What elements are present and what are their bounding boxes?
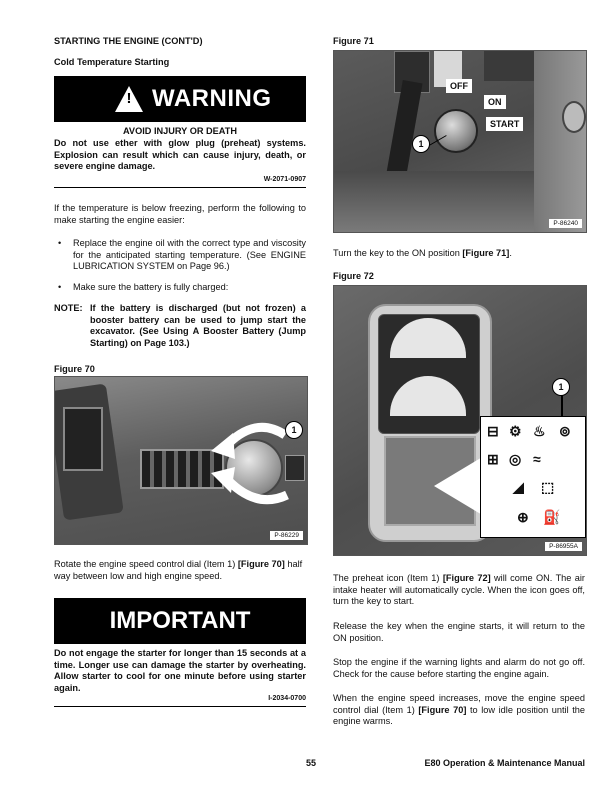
preheat-icon: ⊚ xyxy=(559,423,571,439)
text-run: will come ON. The air intake heater will automatically cycle. When the icon goes off, turn the key to start. xyxy=(333,573,585,607)
warning-title: WARNING xyxy=(152,85,272,112)
side-panel xyxy=(534,51,586,232)
figure-reference: [Figure 72] xyxy=(442,573,491,583)
section-heading: STARTING THE ENGINE (CONT'D) xyxy=(54,36,203,46)
note-body: If the battery is discharged (but not frozen) a booster battery can be used to jump start the excavator. (See Using A Booster Battery (Jump Starting) on Page 103.) xyxy=(90,303,306,348)
figure-71-code: P-86240 xyxy=(549,219,582,228)
figure-72-photo xyxy=(333,285,587,556)
on-label: ON xyxy=(484,95,506,109)
battery-icon: ⊟ xyxy=(487,423,499,439)
gauge-display xyxy=(63,407,103,471)
off-label: OFF xyxy=(446,79,472,93)
important-divider xyxy=(54,706,306,707)
text-run: When the engine speed increases, move the engine speed control dial (Item 1) xyxy=(333,693,585,715)
overheat-icon: ◢ xyxy=(513,479,524,495)
lower-console xyxy=(334,171,534,232)
figure-72-callout: 1 xyxy=(552,378,570,396)
start-label: START xyxy=(486,117,523,131)
text-run: to low idle position until the engine warms. xyxy=(333,704,586,727)
preheat-paragraph xyxy=(333,573,585,608)
subsection-heading: Cold Temperature Starting xyxy=(54,57,170,67)
manual-title: E80 Operation & Maintenance Manual xyxy=(424,758,585,768)
text-run: Rotate the engine speed control dial (Item 1) xyxy=(54,559,238,569)
key-paragraph xyxy=(333,248,585,260)
warning-code: W-2071-0907 xyxy=(263,176,306,183)
bullet-item: Replace the engine oil with the correct type and viscosity for the anticipated starting temperature. (See ENGINE LUBRICATION SYSTEM on Page 96.) xyxy=(73,238,306,272)
figure-70-callout: 1 xyxy=(285,421,303,439)
oil-pressure-icon: ⚙ xyxy=(509,423,522,439)
release-paragraph: Release the key when the engine starts, it will return to the ON position. xyxy=(333,621,585,643)
fluid-icon: ≈ xyxy=(533,451,541,467)
important-title: IMPORTANT xyxy=(109,607,251,634)
ignition-switch xyxy=(434,109,478,153)
figure-reference: [Figure 70] xyxy=(418,704,467,715)
stop-paragraph: Stop the engine if the warning lights and alarm do not go off. Check for the cause before starting the engine again. xyxy=(333,657,585,679)
text-run: . xyxy=(509,248,512,258)
figure-72-code: P-86955A xyxy=(545,542,582,551)
bullet-icon: • xyxy=(58,238,62,248)
intro-paragraph: If the temperature is below freezing, perform the following to make starting the engine easier: xyxy=(54,203,306,225)
page-number: 55 xyxy=(305,758,316,768)
coolant-icon: ♨ xyxy=(533,423,546,439)
switch-button xyxy=(285,455,305,481)
warning-banner xyxy=(54,76,306,122)
warning-body: Do not use ether with glow plug (preheat) systems. Explosion can result which can cause injury, death, or severe engine damage. xyxy=(54,138,306,172)
figure-71-label: Figure 71 xyxy=(333,36,374,46)
figure-reference: [Figure 70] xyxy=(237,559,285,569)
key-fob xyxy=(385,80,422,182)
brake-icon: ◎ xyxy=(509,451,522,467)
text-run: half way between low and high engine speed. xyxy=(54,559,303,581)
note-label: NOTE: xyxy=(54,303,83,313)
figure-71-callout: 1 xyxy=(412,135,430,153)
warning-subtitle: AVOID INJURY OR DEATH xyxy=(122,126,237,136)
figure-71-photo xyxy=(333,50,587,233)
bullet-icon: • xyxy=(58,282,62,292)
warning-exclamation: ! xyxy=(126,90,132,107)
bullet-item: Make sure the battery is fully charged: xyxy=(73,282,229,292)
engine-icon: ⬚ xyxy=(541,479,555,495)
icon-panel xyxy=(480,416,586,538)
side-knob xyxy=(562,101,586,133)
important-banner xyxy=(54,598,306,644)
speed-paragraph xyxy=(333,693,585,728)
dial-paragraph xyxy=(54,559,306,582)
figure-70-label: Figure 70 xyxy=(54,364,95,374)
pointer-wedge xyxy=(434,456,484,516)
figure-70-photo xyxy=(54,376,308,545)
service-icon: ⊕ xyxy=(517,509,529,525)
panel-block xyxy=(484,51,534,81)
callout-leader xyxy=(561,394,563,416)
warning-divider xyxy=(54,187,306,188)
text-run: Turn the key to the ON position xyxy=(333,248,463,258)
important-body: Do not engage the starter for longer than 15 seconds at a time. Longer use can damage the starter by overheating. Allow starter to cool for one minute before using starter again. xyxy=(54,648,306,693)
text-run: The preheat icon (Item 1) xyxy=(333,573,443,583)
figure-reference: [Figure 71] xyxy=(462,248,510,258)
important-code: I-2034-0700 xyxy=(268,695,306,702)
filter-icon: ⊞ xyxy=(487,451,499,467)
figure-70-code: P-86229 xyxy=(270,531,303,540)
figure-72-label: Figure 72 xyxy=(333,271,374,281)
fuel-icon: ⛽ xyxy=(543,509,561,525)
